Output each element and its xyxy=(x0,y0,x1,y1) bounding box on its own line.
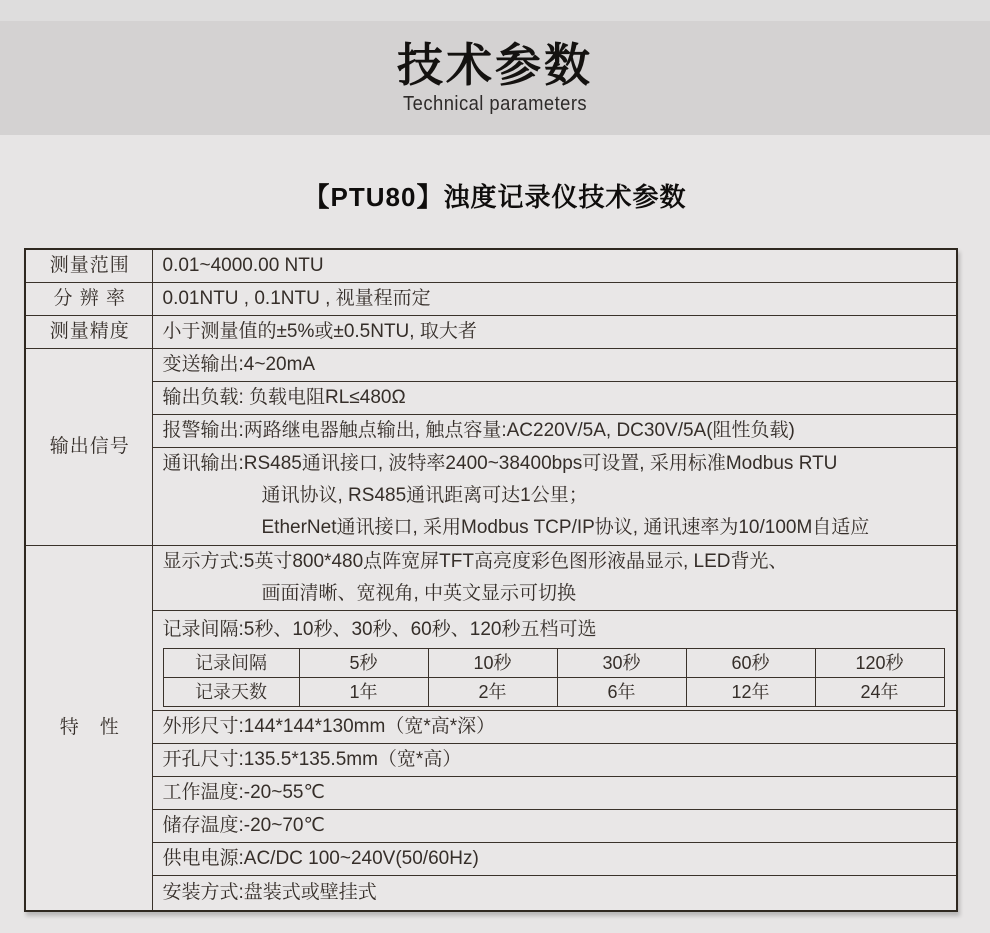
record-header-days: 记录天数 xyxy=(163,677,299,706)
spec-value-output-load: 输出负载: 负载电阻RL≤480Ω xyxy=(152,381,957,414)
spec-value-dimension: 外形尺寸:144*144*130mm（宽*高*深） xyxy=(152,710,957,743)
spec-value-work-temp: 工作温度:-20~55℃ xyxy=(152,776,957,809)
comm-output-line2: 通讯协议, RS485通讯距离可达1公里； xyxy=(261,485,588,506)
table-row xyxy=(25,447,957,545)
record-days-2y: 2年 xyxy=(428,677,557,706)
display-mode-line1: 显示方式:5英寸800*480点阵宽屏TFT高亮度彩色图形液晶显示, LED背光、 xyxy=(162,550,788,572)
record-interval-text: 记录间隔:5秒、10秒、30秒、60秒、120秒五档可选 xyxy=(162,618,597,640)
spec-value-mounting: 安装方式:盘装式或壁挂式 xyxy=(152,875,957,911)
table-row xyxy=(25,776,957,809)
table-row xyxy=(25,348,957,381)
spec-value-resolution: 0.01NTU , 0.1NTU , 视量程而定 xyxy=(152,282,957,315)
record-days-24y: 24年 xyxy=(815,677,944,706)
banner-subtitle: Technical parameters xyxy=(402,93,588,116)
record-days-1y: 1年 xyxy=(299,677,428,706)
record-days-6y: 6年 xyxy=(557,677,686,706)
comm-output-line1: 通讯输出:RS485通讯接口, 波特率2400~38400bps可设置, 采用标准Modbus RTU xyxy=(162,453,838,474)
table-row xyxy=(25,842,957,875)
table-row xyxy=(25,249,957,282)
table-row xyxy=(25,809,957,842)
record-interval-120s: 120秒 xyxy=(815,648,944,677)
spec-value-power: 供电电源:AC/DC 100~240V(50/60Hz) xyxy=(152,842,957,875)
record-interval-table xyxy=(163,648,945,707)
spec-value-alarm-output: 报警输出:两路继电器触点输出, 触点容量:AC220V/5A, DC30V/5A(阻性负载) xyxy=(152,414,957,447)
top-strip xyxy=(0,0,990,21)
spec-label-output-signal: 输出信号 xyxy=(25,348,152,545)
table-row xyxy=(163,648,944,677)
table-row xyxy=(25,381,957,414)
spec-label-accuracy: 测量精度 xyxy=(25,315,152,348)
record-days-12y: 12年 xyxy=(686,677,815,706)
spec-label-resolution: 分 辨 率 xyxy=(25,282,152,315)
spec-value-range: 0.01~4000.00 NTU xyxy=(152,249,957,282)
display-mode-line2: 画面清晰、宽视角, 中英文显示可切换 xyxy=(261,582,577,604)
page-title: 【PTU80】浊度记录仪技术参数 xyxy=(303,182,687,212)
header-banner xyxy=(0,21,990,135)
record-interval-5s: 5秒 xyxy=(299,648,428,677)
spec-label-range: 测量范围 xyxy=(25,249,152,282)
spec-value-accuracy: 小于测量值的±5%或±0.5NTU, 取大者 xyxy=(152,315,957,348)
banner-title: 技术参数 xyxy=(397,38,593,91)
record-interval-30s: 30秒 xyxy=(557,648,686,677)
record-interval-10s: 10秒 xyxy=(428,648,557,677)
spec-value-comm-output xyxy=(152,447,957,545)
table-row xyxy=(25,875,957,911)
table-row xyxy=(163,677,944,706)
spec-value-display-mode xyxy=(152,545,957,610)
spec-value-storage-temp: 储存温度:-20~70℃ xyxy=(152,809,957,842)
table-row xyxy=(25,315,957,348)
record-header-interval: 记录间隔 xyxy=(163,648,299,677)
table-row xyxy=(25,414,957,447)
table-row xyxy=(25,743,957,776)
spec-value-cutout: 开孔尺寸:135.5*135.5mm（宽*高） xyxy=(152,743,957,776)
table-row xyxy=(25,610,957,710)
table-row xyxy=(25,710,957,743)
spec-value-transmit-output: 变送输出:4~20mA xyxy=(152,348,957,381)
spec-table-container xyxy=(24,248,956,912)
spec-table xyxy=(24,248,958,912)
spec-value-record-interval xyxy=(152,610,957,710)
comm-output-line3: EtherNet通讯接口, 采用Modbus TCP/IP协议, 通讯速率为10/100M自适应 xyxy=(261,517,870,538)
table-row xyxy=(25,282,957,315)
spec-label-features: 特 性 xyxy=(25,545,152,911)
table-row xyxy=(25,545,957,610)
record-interval-60s: 60秒 xyxy=(686,648,815,677)
